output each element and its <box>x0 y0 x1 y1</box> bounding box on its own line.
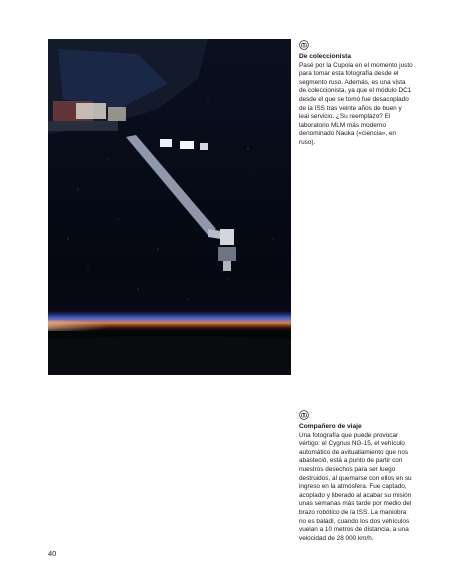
camera-badge-icon <box>299 40 309 50</box>
space-photo <box>48 39 291 375</box>
caption-body: Pasé por la Cupola en el momento justo para tomar esta fotografía desde el segmento ruso. Además, es una vista de coleccionista, ya que el módulo DC1 desde el que se tomó fue desacoplado de la ISS tras veinte años de buen y leal servicio. ¿Su reemplazo? El laboratorio MLM más moderno denominado Nauka («ciencia», en ruso). <box>299 61 413 146</box>
caption-de-coleccionista <box>299 40 413 148</box>
page-number: 40 <box>48 549 57 558</box>
space-photo-illustration <box>48 39 291 375</box>
camera-badge-icon <box>299 410 309 420</box>
caption-body: Una fotografía que puede provocar vértigo: el Cygnus NG-15, el vehículo automático de avituallamiento que nos abasteció, está a punto de partir con nuestros desechos para ser luego destruidos, al quemarse con ellos en su ingreso en la atmósfera. Fue captado, acoplado y liberado al acabar su misión unas semanas más tarde por medio del brazo robótico de la ISS. La maniobra no es baladí, cuando los dos vehículos vuelan a 10 metros de distancia, a una velocidad de 28 000 km/h. <box>299 431 412 542</box>
caption-title: De coleccionista <box>299 53 352 60</box>
caption-companero-de-viaje <box>299 410 413 543</box>
caption-title: Compañero de viaje <box>299 423 362 430</box>
